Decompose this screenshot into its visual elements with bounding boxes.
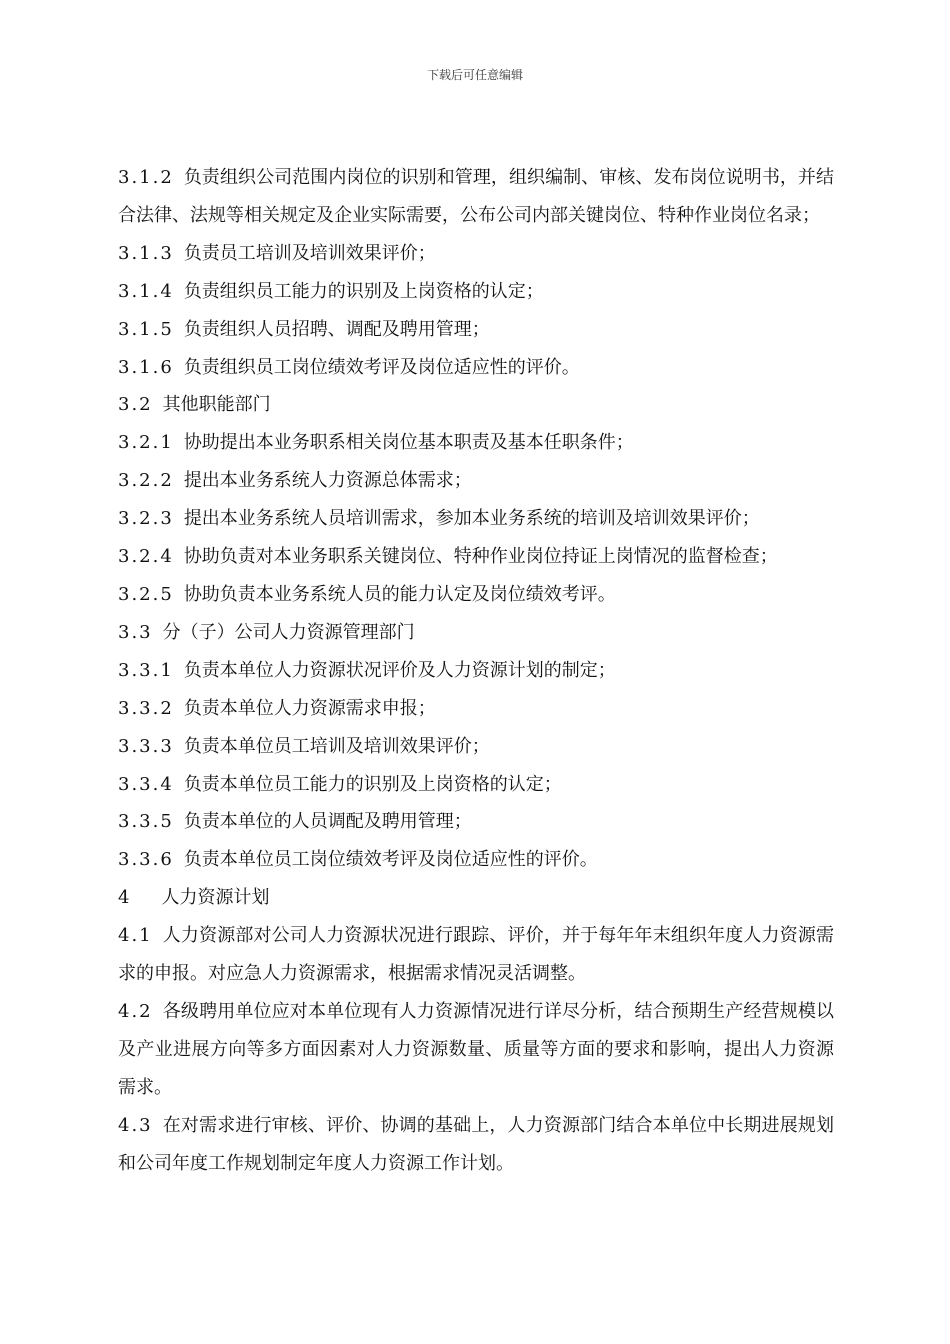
section-title: 其他职能部门 — [162, 394, 271, 416]
clause-number: 3.3.4 — [118, 773, 174, 795]
clause-text: 负责本单位人力资源需求申报； — [183, 697, 436, 719]
clause-4-1 — [118, 917, 834, 993]
clause-text: 负责组织公司范围内岗位的识别和管理，组织编制、审核、发布岗位说明书，并结合法律、法规等相关规定及企业实际需要，公布公司内部关键岗位、特种作业岗位名录； — [118, 167, 834, 226]
clause-3-2-5 — [118, 576, 834, 614]
clause-text: 负责本单位员工培训及培训效果评价； — [183, 735, 490, 757]
clause-3-1-3 — [118, 235, 834, 273]
clause-number: 4.3 — [118, 1114, 153, 1136]
clause-3-3-5 — [118, 803, 834, 841]
clause-number: 3.3.3 — [118, 735, 174, 757]
clause-text: 提出本业务系统人力资源总体需求； — [183, 470, 472, 492]
clause-text: 在对需求进行审核、评价、协调的基础上，人力资源部门结合本单位中长期进展规划和公司年度工作规划制定年度人力资源工作计划。 — [118, 1114, 834, 1174]
clause-text: 各级聘用单位应对本单位现有人力资源情况进行详尽分析，结合预期生产经营规模以及产业进展方向等多方面因素对人力资源数量、质量等方面的要求和影响，提出人力资源需求。 — [118, 1000, 834, 1098]
clause-number: 3.1.4 — [118, 280, 174, 302]
clause-4-3 — [118, 1107, 834, 1183]
clause-text: 协助负责本业务系统人员的能力认定及岗位绩效考评。 — [183, 583, 616, 605]
clause-number: 3.3.1 — [118, 659, 174, 681]
section-title: 人力资源计划 — [161, 887, 270, 909]
clause-3-3-1 — [118, 652, 834, 690]
clause-number: 3.2.2 — [118, 470, 174, 492]
page-header: 下载后可任意编辑 — [426, 68, 523, 82]
clause-3-2-4 — [118, 538, 834, 576]
section-3-3-heading — [118, 614, 834, 652]
clause-text: 负责员工培训及培训效果评价； — [183, 242, 436, 264]
section-number: 4 — [118, 887, 132, 909]
clause-3-2-2 — [118, 462, 834, 500]
clause-number: 3.1.6 — [118, 356, 174, 378]
clause-text: 协助负责对本业务职系关键岗位、特种作业岗位持证上岗情况的监督检查； — [183, 546, 778, 568]
clause-text: 负责本单位的人员调配及聘用管理； — [183, 811, 472, 833]
section-title: 分（子）公司人力资源管理部门 — [162, 621, 415, 643]
clause-number: 3.1.5 — [118, 318, 174, 340]
clause-number: 3.3.2 — [118, 697, 174, 719]
clause-3-3-6 — [118, 841, 834, 879]
clause-number: 3.2.3 — [118, 508, 174, 530]
clause-text: 负责本单位人力资源状况评价及人力资源计划的制定； — [183, 659, 616, 681]
clause-number: 3.2.5 — [118, 583, 174, 605]
clause-3-1-5 — [118, 311, 834, 349]
clause-number: 3.1.2 — [118, 167, 174, 188]
document-body — [118, 159, 834, 1182]
clause-text: 协助提出本业务职系相关岗位基本职责及基本任职条件； — [183, 432, 634, 454]
clause-3-3-2 — [118, 690, 834, 728]
clause-4-2 — [118, 993, 834, 1107]
clause-3-3-3 — [118, 728, 834, 766]
section-number: 3.3 — [118, 621, 153, 643]
clause-number: 3.2.1 — [118, 432, 174, 454]
clause-3-2-3 — [118, 500, 834, 538]
section-3-2-heading — [118, 386, 834, 424]
clause-3-1-6 — [118, 349, 834, 387]
clause-text: 提出本业务系统人员培训需求，参加本业务系统的培训及培训效果评价； — [183, 508, 760, 530]
clause-text: 人力资源部对公司人力资源状况进行跟踪、评价，并于每年年末组织年度人力资源需求的申报。对应急人力资源需求，根据需求情况灵活调整。 — [118, 925, 834, 985]
clause-number: 4.1 — [118, 925, 153, 947]
clause-3-1-2 — [118, 159, 834, 235]
clause-number: 3.2.4 — [118, 546, 174, 568]
clause-number: 3.3.5 — [118, 811, 174, 833]
clause-text: 负责本单位员工能力的识别及上岗资格的认定； — [183, 773, 562, 795]
clause-3-2-1 — [118, 424, 834, 462]
section-number: 3.2 — [118, 394, 153, 416]
clause-text: 负责组织人员招聘、调配及聘用管理； — [183, 318, 490, 340]
clause-number: 3.1.3 — [118, 242, 174, 264]
clause-3-1-4 — [118, 273, 834, 311]
clause-text: 负责本单位员工岗位绩效考评及岗位适应性的评价。 — [183, 849, 598, 871]
clause-text: 负责组织员工岗位绩效考评及岗位适应性的评价。 — [183, 356, 580, 378]
section-4-heading — [118, 879, 834, 917]
clause-text: 负责组织员工能力的识别及上岗资格的认定； — [183, 280, 544, 302]
clause-number: 3.3.6 — [118, 849, 174, 871]
clause-3-3-4 — [118, 766, 834, 804]
clause-number: 4.2 — [118, 1000, 153, 1022]
